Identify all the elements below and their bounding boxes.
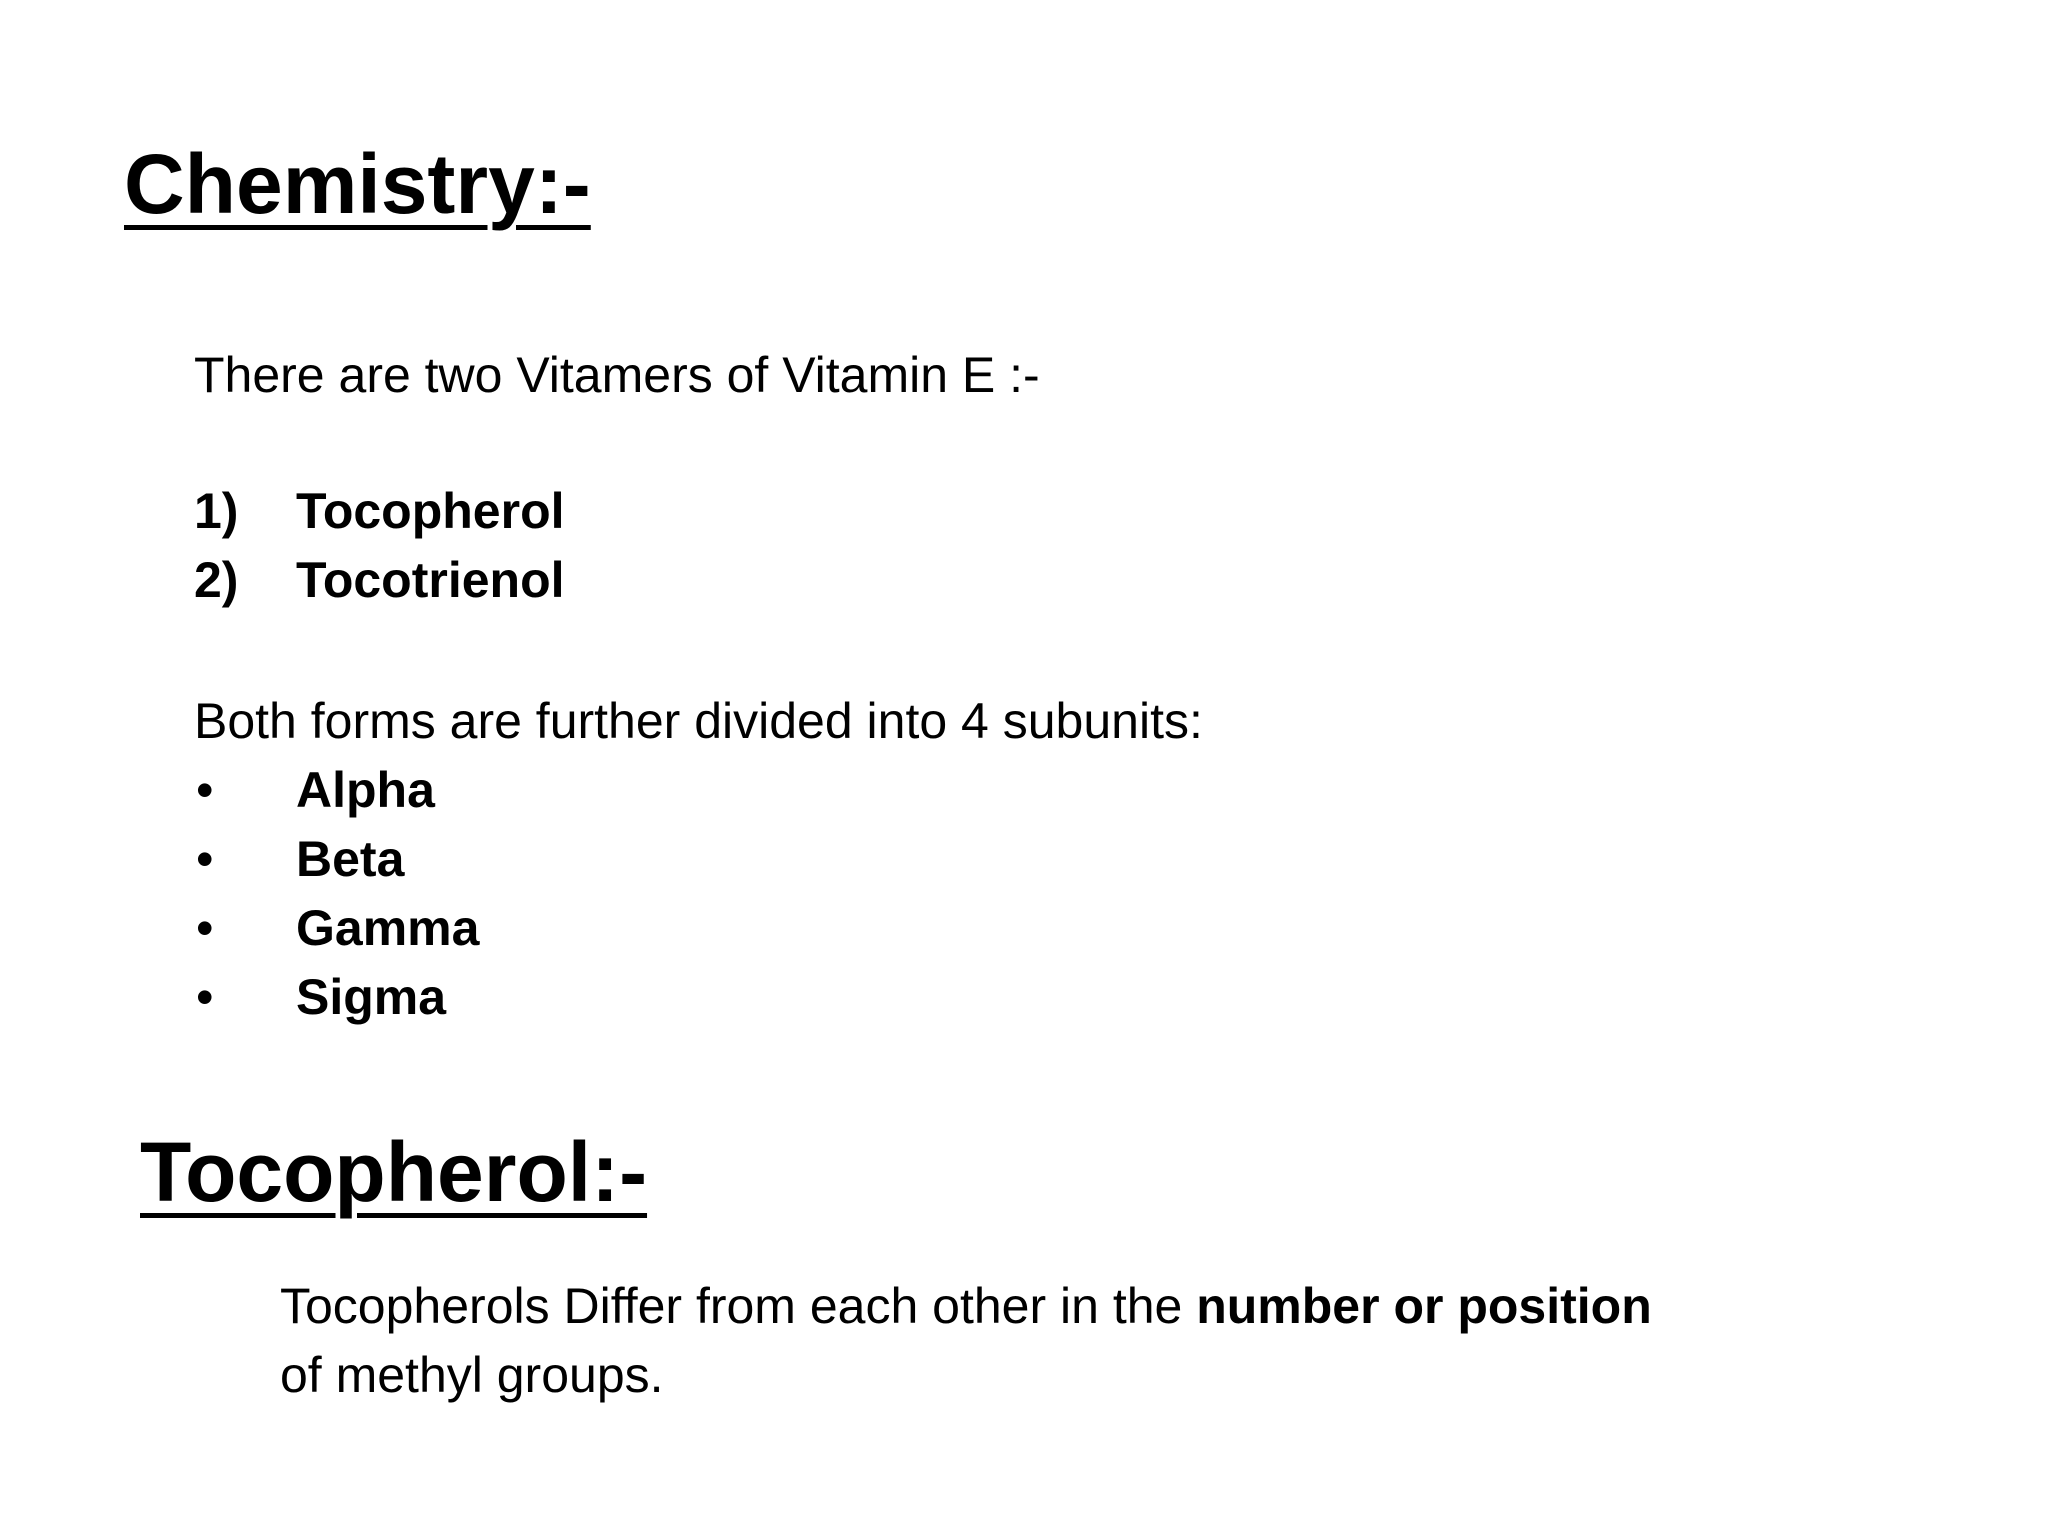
list-item bbox=[194, 825, 479, 894]
description-text-continued: of methyl groups. bbox=[280, 1347, 664, 1403]
subunit-gamma: Gamma bbox=[296, 900, 480, 956]
list-item bbox=[194, 894, 479, 963]
tocopherol-heading: Tocopherol:- bbox=[140, 1125, 648, 1219]
bullet-icon: • bbox=[196, 831, 214, 887]
vitamers-intro-text: There are two Vitamers of Vitamin E :- bbox=[194, 347, 1040, 403]
description-text: Tocopherols Differ from each other in the bbox=[280, 1278, 1197, 1334]
vitamer-tocopherol: Tocopherol bbox=[296, 483, 565, 539]
subunit-alpha: Alpha bbox=[296, 762, 435, 818]
subunit-beta: Beta bbox=[296, 831, 405, 887]
bullet-icon: • bbox=[196, 900, 214, 956]
list-item bbox=[194, 477, 565, 546]
subunit-sigma: Sigma bbox=[296, 969, 447, 1025]
list-number: 1) bbox=[194, 483, 239, 539]
chemistry-heading: Chemistry:- bbox=[124, 137, 591, 231]
list-item bbox=[194, 546, 565, 615]
list-item bbox=[194, 963, 479, 1032]
description-emphasis: number or position bbox=[1196, 1278, 1652, 1334]
vitamers-list bbox=[194, 477, 565, 615]
list-number: 2) bbox=[194, 552, 239, 608]
list-item bbox=[194, 756, 479, 825]
vitamer-tocotrienol: Tocotrienol bbox=[296, 552, 565, 608]
subunits-list bbox=[194, 756, 479, 1032]
bullet-icon: • bbox=[196, 762, 214, 818]
bullet-icon: • bbox=[196, 969, 214, 1025]
subunits-intro-text: Both forms are further divided into 4 subunits: bbox=[194, 693, 1203, 749]
tocopherol-description bbox=[280, 1272, 1780, 1410]
